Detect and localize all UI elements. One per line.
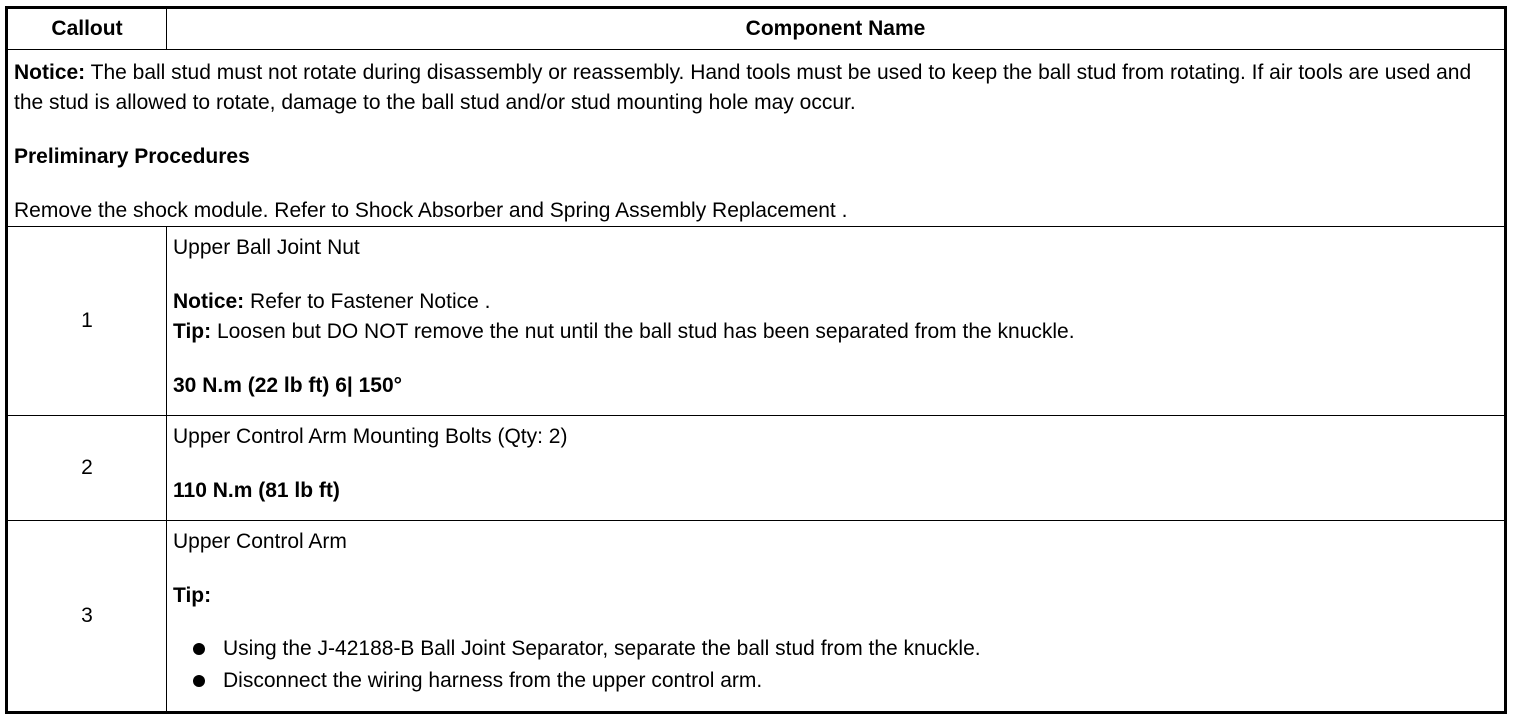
list-item bbox=[191, 665, 1498, 697]
list-item bbox=[191, 633, 1498, 665]
torque-spec: 30 N.m (22 lb ft) 6| 150° bbox=[173, 374, 403, 397]
component-tip bbox=[173, 317, 1498, 347]
preliminary-text: Remove the shock module. Refer to Shock Absorber and Spring Assembly Replacement . bbox=[14, 199, 848, 222]
notice-label: Notice: bbox=[173, 290, 245, 313]
notice-row bbox=[7, 50, 1506, 227]
tip-label: Tip: bbox=[173, 320, 212, 343]
component-cell bbox=[167, 416, 1506, 521]
tip-text: Loosen but DO NOT remove the nut until the ball stud has been separated from the knuckle. bbox=[211, 320, 1075, 343]
callout-header: Callout bbox=[7, 8, 167, 50]
notice-label: Notice: bbox=[14, 61, 86, 84]
preliminary-heading: Preliminary Procedures bbox=[14, 145, 250, 168]
list-item-text: Disconnect the wiring harness from the upper control arm. bbox=[223, 669, 763, 692]
notice-text: The ball stud must not rotate during disassembly or reassembly. Hand tools must be used to keep the ball stud from rotating. If air tools are used and the stud is allowed to rotate, damage to the ball stud and/or stud mounting hole may occur. bbox=[14, 61, 1472, 114]
table-row bbox=[7, 521, 1506, 713]
callout-number: 3 bbox=[7, 521, 167, 713]
table-row bbox=[7, 227, 1506, 416]
callout-number: 1 bbox=[7, 227, 167, 416]
component-name-header: Component Name bbox=[167, 8, 1506, 50]
tip-list bbox=[173, 633, 1498, 697]
component-notice bbox=[173, 287, 1498, 317]
general-notice bbox=[14, 58, 1498, 118]
callout-number: 2 bbox=[7, 416, 167, 521]
procedure-table bbox=[5, 6, 1507, 714]
tip-label: Tip: bbox=[173, 584, 212, 607]
component-name: Upper Control Arm bbox=[173, 530, 347, 553]
notice-cell bbox=[7, 50, 1506, 227]
torque-spec: 110 N.m (81 lb ft) bbox=[173, 479, 340, 502]
bullet-icon bbox=[193, 643, 205, 655]
notice-text: Refer to Fastener Notice . bbox=[244, 290, 491, 313]
table-row bbox=[7, 416, 1506, 521]
component-name: Upper Control Arm Mounting Bolts (Qty: 2) bbox=[173, 425, 568, 448]
component-name: Upper Ball Joint Nut bbox=[173, 236, 360, 259]
header-row bbox=[7, 8, 1506, 50]
bullet-icon bbox=[193, 675, 205, 687]
component-cell bbox=[167, 227, 1506, 416]
list-item-text: Using the J-42188-B Ball Joint Separator, separate the ball stud from the knuckle. bbox=[223, 637, 981, 660]
component-cell bbox=[167, 521, 1506, 713]
